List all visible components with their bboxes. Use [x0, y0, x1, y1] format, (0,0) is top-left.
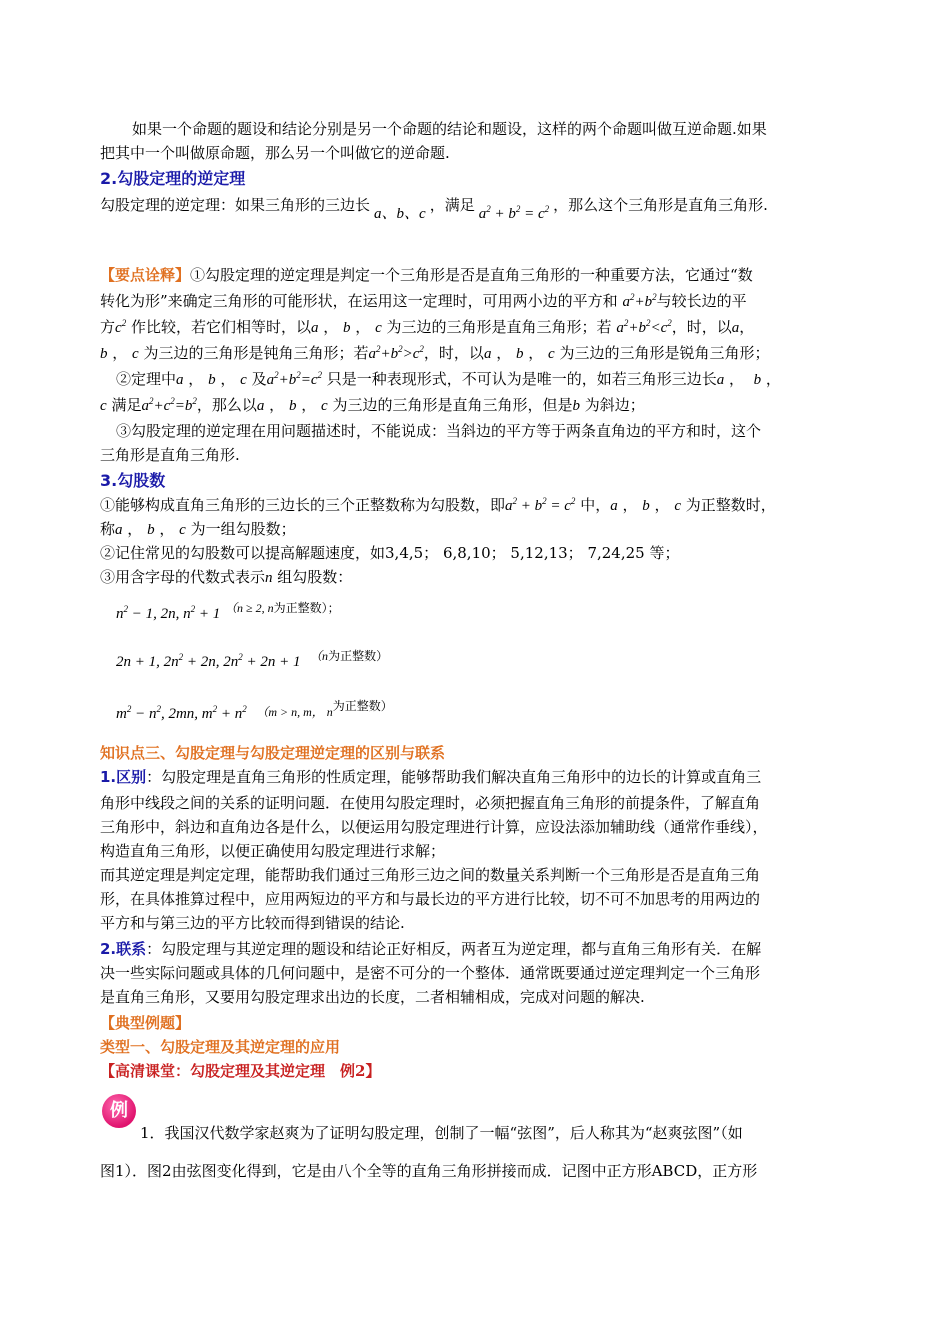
difference-line2: 角形中线段之间的关系的证明问题．在使用勾股定理时，必须把握直角三角形的前提条件，了解直角 [100, 794, 761, 812]
difference-tag: 1.区别 [100, 768, 147, 786]
var-b-6: b [288, 398, 297, 414]
var-b-3: b [515, 346, 524, 362]
relation-line3: 是直角三角形，又要用勾股定理求出边的长度，二者相辅相成，完成对问题的解决. [100, 988, 645, 1006]
triples-line4 [100, 566, 352, 589]
common-triples: 3,4,5； 6,8,10； 5,12,13； 7,24,25 [385, 544, 645, 562]
kp2-text-2: 与较长边的平 [656, 292, 747, 310]
kp6-text-4: 为斜边； [584, 396, 645, 414]
g1-text-2: 中， [580, 496, 611, 514]
var-c-8: c [179, 522, 186, 538]
kp2-text: 转化为形”来确定三角形的可能形状，在运用这一定理时，可用两小边的平方和 [100, 292, 618, 310]
obtuse-condition: $a^2+b^2<c^2$ [616, 318, 672, 336]
kp4-text: 为三边的三角形是钝角三角形；若 [143, 344, 369, 362]
kp3-text-3: 为三边的三角形是直角三角形；若 [386, 318, 612, 336]
var-b-8: b [642, 498, 650, 514]
kp3-text: 方 [100, 318, 116, 336]
var-c-5: c [100, 398, 107, 414]
converse-theorem-statement [100, 194, 768, 222]
g4-text-2: 组勾股数： [277, 568, 353, 586]
g3-text-2: 等； [649, 544, 680, 562]
difference-line1 [100, 766, 761, 788]
key-point-line4: b ， c 为三边的三角形是钝角三角形；若$a^2+b^2>c^2$，时，以a ， b ， c 为三边的三角形是锐角三角形； [100, 344, 770, 362]
question-1-line1: 1．我国汉代数学家赵爽为了证明勾股定理，创制了一幅“弦图”，后人称其为“赵爽弦图”（如 [140, 1124, 743, 1142]
formula-2-expr: 2n + 1, $2n^2 + 2n$, $2n^2 + 2n + 1$ [116, 652, 301, 670]
var-n: n [265, 570, 273, 586]
key-point-text: ①勾股定理的逆定理是判定一个三角形是否是直角三角形的一种重要方法，它通过“数 [190, 266, 753, 284]
relation-line1 [100, 938, 761, 960]
var-c-3: c [548, 346, 555, 362]
var-c-2: c [132, 346, 139, 362]
var-b-2: b [100, 346, 108, 362]
difference-text: ：勾股定理是直角三角形的性质定理，能够帮助我们解决直角三角形中的边长的计算或直角三 [146, 768, 762, 786]
difference-line7: 平方和与第三边的平方比较而得到错误的结论. [100, 914, 405, 932]
var-b-7: b [572, 398, 580, 414]
heading-pythagorean-triples: 3.勾股数 [100, 471, 166, 490]
difference-line4: 构造直角三角形，以便正确使用勾股定理进行求解； [100, 842, 446, 860]
type-1-title: 类型一、勾股定理及其逆定理的应用 [100, 1038, 341, 1056]
pythagorean-formula: $a^2 + b^2 = c^2$ [478, 204, 550, 222]
statement-text-3: ，那么这个三角形是直角三角形. [553, 196, 768, 214]
var-a-7: a [610, 498, 618, 514]
var-a-5: a [716, 372, 725, 388]
formula-2 [116, 644, 389, 670]
kp3-text-4: ，时，以 [671, 318, 732, 336]
var-b-9: b [147, 522, 155, 538]
sides-formula: a、b、c [374, 206, 426, 222]
g1-text-3: 为正整数时， [685, 496, 776, 514]
paragraph-converse-definition-line1: 如果一个命题的题设和结论分别是另一个命题的结论和题设，这样的两个命题叫做互逆命题.如果 [132, 120, 767, 138]
triples-line2: 称a ， b ， c 为一组勾股数； [100, 520, 296, 538]
kp4-text-3: 为三边的三角形是锐角三角形； [559, 344, 770, 362]
kp4-text-2: ，时，以 [423, 344, 484, 362]
kp5-text: ②定理中 [116, 370, 177, 388]
formula-2-cond: （n [310, 649, 329, 663]
alt-formula: $a^2+c^2=b^2$ [141, 396, 197, 414]
paragraph-converse-definition-line2: 把其中一个叫做原命题，那么另一个叫做它的逆命题. [100, 144, 450, 162]
formula-3-text: 为正整数） [332, 699, 393, 713]
difference-line6: 形，在具体推算过程中，应用两短边的平方和与最长边的平方进行比较，切不可不加思考的用两边的 [100, 890, 761, 908]
hd-classroom-title: 【高清课堂：勾股定理及其逆定理 例2】 [100, 1062, 381, 1080]
sum-squares-formula: $a^2+b^2$ [622, 292, 657, 310]
relation-tag: 2.联系 [100, 940, 147, 958]
formula-3 [116, 694, 393, 722]
var-c: c [375, 320, 382, 336]
knowledge-point-3-title: 知识点三、勾股定理与勾股定理逆定理的区别与联系 [100, 744, 446, 762]
g2-text: 称 [100, 520, 116, 538]
relation-text: ：勾股定理与其逆定理的题设和结论正好相反，两者互为逆定理，都与直角三角形有关．在解 [146, 940, 762, 958]
c-squared: $c^2$ [115, 318, 127, 336]
formula-1-expr: $n^2 - 1$, 2n, $n^2 + 1$ [116, 604, 221, 622]
key-point-line7: ③勾股定理的逆定理在用问题描述时，不能说成：当斜边的平方等于两条直角边的平方和时，这个 [116, 422, 762, 440]
question-1-line2: 图1）．图2由弦图变化得到，它是由八个全等的直角三角形拼接而成．记图中正方形ABCD，正方形 [100, 1162, 758, 1180]
g2-text-2: 为一组勾股数； [190, 520, 296, 538]
typical-examples-header: 【典型例题】 [100, 1014, 191, 1032]
key-point-line8: 三角形是直角三角形. [100, 446, 240, 464]
kp6-text-2: ，那么以 [196, 396, 257, 414]
key-point-line3: 方$c^2$ 作比较，若它们相等时，以a ， b ， c 为三边的三角形是直角三角形；若 $a^2+b^2<c^2$，时，以a， [100, 318, 755, 336]
formula-3-expr: $m^2 - n^2$, 2mn, $m^2 + n^2$ [116, 704, 247, 722]
key-point-line6: c 满足$a^2+c^2=b^2$，那么以a ， b ， c 为三边的三角形是直角三角形，但是b 为斜边； [100, 396, 645, 414]
kp5-text-2: 及 [251, 370, 267, 388]
acute-condition: $a^2+b^2>c^2$ [368, 344, 424, 362]
triples-line3 [100, 542, 680, 564]
g1-text: ①能够构成直角三角形的三边长的三个正整数称为勾股数，即 [100, 496, 506, 514]
heading-converse-theorem: 2.勾股定理的逆定理 [100, 169, 246, 188]
var-a-6: a [256, 398, 265, 414]
kp5-text-3: 只是一种表现形式，不可认为是唯一的，如若三角形三边长 [326, 370, 717, 388]
var-a-4: a [176, 372, 184, 388]
var-c-6: c [320, 398, 328, 414]
formula-1 [116, 596, 340, 622]
example-badge-icon: 例 [102, 1094, 136, 1128]
var-c-4: c [240, 372, 247, 388]
statement-text-2: ，满足 [429, 196, 475, 214]
formula-1-text: 为正整数）； [273, 601, 340, 615]
formula-2-text: 为正整数） [328, 649, 389, 663]
g3-text: ②记住常见的勾股数可以提高解题速度，如 [100, 544, 386, 562]
kp6-text: 满足 [111, 396, 142, 414]
difference-line5: 而其逆定理是判定定理，能帮助我们通过三角形三边之间的数量关系判断一个三角形是否是直角三角 [100, 866, 761, 884]
g4-text: ③用含字母的代数式表示 [100, 568, 266, 586]
formula-3-cond: （m > n, m， n [256, 705, 333, 719]
pyth-formula-2: $a^2+b^2=c^2$ [266, 370, 322, 388]
var-a-8: a [115, 522, 123, 538]
difference-line3: 三角形中，斜边和直角边各是什么，以便运用勾股定理进行计算，应设法添加辅助线（通常作垂线）， [100, 818, 768, 836]
relation-line2: 决一些实际问题或具体的几何问题中，是密不可分的一个整体．通常既要通过逆定理判定一个三角形 [100, 964, 761, 982]
formula-1-cond: （n ≥ 2, n [225, 601, 274, 615]
var-b-5: b [753, 372, 762, 388]
key-point-line5: ②定理中a ， b ， c 及$a^2+b^2=c^2$ 只是一种表现形式，不可认为是唯一的，如若三角形三边长a ， b ， [116, 370, 781, 388]
kp3-text-2: 作比较，若它们相等时，以 [130, 318, 311, 336]
var-c-7: c [674, 498, 681, 514]
var-a: a [310, 320, 319, 336]
kp6-text-3: 为三边的三角形是直角三角形，但是 [332, 396, 573, 414]
var-a-3: a [483, 346, 492, 362]
var-b: b [343, 320, 351, 336]
key-point-line1 [100, 264, 753, 286]
statement-text: 勾股定理的逆定理：如果三角形的三边长 [100, 196, 371, 214]
key-point-tag: 【要点诠释】 [100, 266, 191, 284]
key-point-line2 [100, 290, 747, 313]
pyth-formula-3: $a^2 + b^2 = c^2$ [505, 496, 576, 514]
var-b-4: b [208, 372, 216, 388]
triples-line1: ①能够构成直角三角形的三边长的三个正整数称为勾股数，即$a^2 + b^2 = c^2$ 中，a ， b ， c 为正整数时， [100, 496, 776, 514]
var-a-2: a [731, 320, 740, 336]
